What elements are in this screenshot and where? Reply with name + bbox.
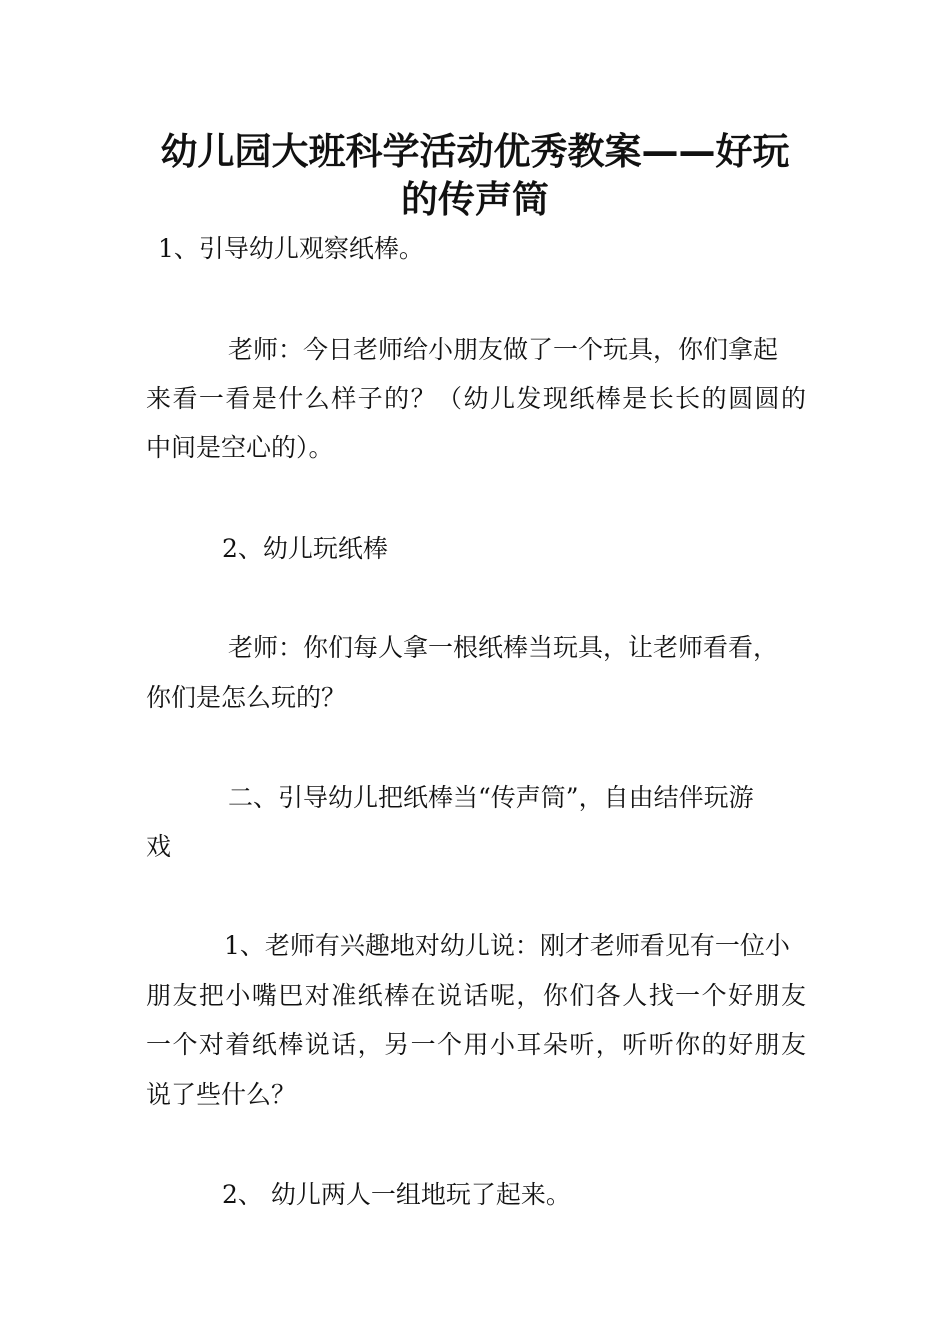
- document-title-line-1: 幼儿园大班科学活动优秀教案——好玩: [160, 130, 790, 173]
- paragraph-7: 2、 幼儿两人一组地玩了起来。: [222, 1180, 571, 1209]
- paragraph-4-line-2: 你们是怎么玩的？: [146, 683, 347, 712]
- paragraph-2-line-2: 来看一看是什么样子的？（幼儿发现纸棒是长长的圆圆的: [146, 384, 806, 413]
- paragraph-2-line-1: 老师：今日老师给小朋友做了一个玩具，你们拿起: [228, 335, 779, 364]
- paragraph-6-line-2: 朋友把小嘴巴对准纸棒在说话呢，你们各人找一个好朋友: [146, 981, 806, 1010]
- paragraph-2-line-3: 中间是空心的）。: [146, 433, 334, 462]
- paragraph-6-line-4: 说了些什么？: [146, 1080, 297, 1109]
- paragraph-1: 1、引导幼儿观察纸棒。: [158, 234, 424, 263]
- paragraph-6-line-1: 1、老师有兴趣地对幼儿说：刚才老师看见有一位小: [224, 931, 790, 960]
- document-title-line-2: 的传声筒: [401, 178, 549, 221]
- paragraph-5-line-1: 二、引导幼儿把纸棒当“传声筒”，自由结伴玩游: [228, 783, 754, 812]
- paragraph-3: 2、幼儿玩纸棒: [222, 534, 388, 563]
- paragraph-5-line-2: 戏: [146, 832, 172, 861]
- paragraph-4-line-1: 老师：你们每人拿一根纸棒当玩具，让老师看看，: [228, 633, 779, 662]
- paragraph-6-line-3: 一个对着纸棒说话，另一个用小耳朵听，听听你的好朋友: [146, 1030, 806, 1059]
